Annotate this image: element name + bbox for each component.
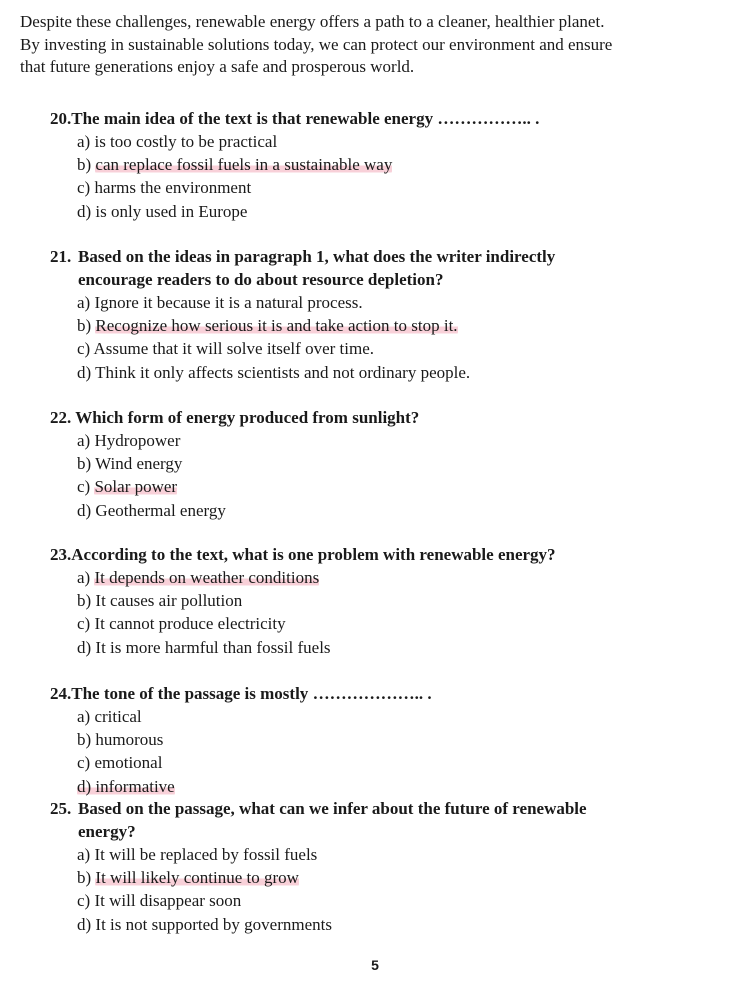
option-text: It is more harmful than fossil fuels <box>95 637 331 657</box>
option-letter: b) <box>77 730 92 750</box>
question-number: 23. <box>50 545 72 564</box>
option-d[interactable] <box>0 200 750 223</box>
option-letter: c) <box>77 178 91 198</box>
option-letter: b) <box>77 155 92 175</box>
option-letter: c) <box>77 614 91 634</box>
option-letter: b) <box>77 868 92 888</box>
question-stem <box>0 406 700 429</box>
option-text: It will be replaced by fossil fuels <box>94 845 318 864</box>
option-d[interactable] <box>0 636 750 659</box>
option-text: It causes air pollution <box>95 591 243 611</box>
option-letter: d) <box>77 637 92 657</box>
highlighted-answer: It depends on weather conditions <box>94 568 320 587</box>
option-c[interactable] <box>0 889 750 912</box>
option-a[interactable] <box>0 843 750 866</box>
option-d[interactable] <box>0 499 750 522</box>
option-text: It will disappear soon <box>94 891 242 911</box>
intro-paragraph <box>20 11 735 79</box>
option-a[interactable] <box>0 566 750 589</box>
option-text: Wind energy <box>95 454 183 474</box>
question-text-line1: Based on the ideas in paragraph 1, what does the writer indirectly <box>78 247 556 266</box>
answer-blank: …………….. . <box>437 109 540 128</box>
question-stem <box>0 682 700 705</box>
option-list <box>0 130 750 223</box>
option-text: It is not supported by governments <box>95 914 332 934</box>
question-stem <box>0 543 700 566</box>
option-b[interactable] <box>0 866 750 889</box>
option-letter: b) <box>77 591 92 611</box>
intro-line: By investing in sustainable solutions today, we can protect our environment and ensure <box>20 34 613 54</box>
question-21 <box>0 245 750 384</box>
option-list <box>0 705 750 798</box>
option-letter: a) <box>77 845 91 864</box>
option-c[interactable] <box>0 612 750 635</box>
option-a[interactable] <box>0 291 750 314</box>
option-d[interactable] <box>0 913 750 936</box>
question-text: The main idea of the text is that renewable energy <box>71 109 434 128</box>
intro-line: that future generations enjoy a safe and prosperous world. <box>20 57 415 76</box>
option-letter: a) <box>77 707 91 726</box>
option-letter: c) <box>77 891 91 911</box>
question-stem <box>0 797 700 843</box>
question-24 <box>0 682 750 798</box>
option-letter: c) <box>77 339 91 359</box>
option-text: is too costly to be practical <box>94 132 278 151</box>
question-stem <box>0 107 700 130</box>
option-text: is only used in Europe <box>95 201 248 221</box>
option-c[interactable] <box>0 751 750 774</box>
question-text: Which form of energy produced from sunlight? <box>75 408 420 427</box>
question-23 <box>0 543 750 659</box>
highlighted-answer: Recognize how serious it is and take action to stop it. <box>95 316 458 336</box>
option-text: critical <box>94 707 142 726</box>
question-number: 22. <box>50 408 72 427</box>
option-a[interactable] <box>0 705 750 728</box>
question-number: 20. <box>50 109 72 128</box>
option-c[interactable] <box>0 176 750 199</box>
option-letter: d) <box>77 776 92 796</box>
intro-line: Despite these challenges, renewable energy offers a path to a cleaner, healthier planet. <box>20 12 605 31</box>
option-list <box>0 291 750 384</box>
option-text: Geothermal energy <box>95 500 226 520</box>
option-b[interactable] <box>0 589 750 612</box>
option-list <box>0 843 750 936</box>
question-stem <box>0 245 700 291</box>
option-letter: c) <box>77 753 91 773</box>
option-b[interactable] <box>0 153 750 176</box>
option-text: Think it only affects scientists and not ordinary people. <box>95 362 471 382</box>
option-letter: a) <box>77 132 91 151</box>
option-c[interactable] <box>0 337 750 360</box>
option-list <box>0 566 750 659</box>
option-letter: d) <box>77 362 92 382</box>
option-a[interactable] <box>0 429 750 452</box>
question-number: 24. <box>50 684 72 703</box>
option-letter: b) <box>77 316 92 336</box>
option-list <box>0 429 750 522</box>
option-text: informative <box>95 776 175 796</box>
question-number: 25. <box>50 799 72 818</box>
question-22 <box>0 406 750 522</box>
option-text: Hydropower <box>94 431 181 450</box>
question-text-line2: energy? <box>78 822 136 841</box>
question-text: According to the text, what is one problem with renewable energy? <box>71 545 556 564</box>
option-b[interactable] <box>0 452 750 475</box>
question-text-line1: Based on the passage, what can we infer about the future of renewable <box>78 799 587 818</box>
option-text: harms the environment <box>94 178 252 198</box>
option-a[interactable] <box>0 130 750 153</box>
highlighted-answer <box>77 777 175 796</box>
option-text: Ignore it because it is a natural process. <box>94 293 363 312</box>
question-25 <box>0 797 750 936</box>
question-20 <box>0 107 750 223</box>
answer-blank: ……………….. . <box>312 684 432 703</box>
question-text: The tone of the passage is mostly <box>71 684 309 703</box>
option-letter: b) <box>77 454 92 474</box>
option-letter: d) <box>77 914 92 934</box>
page-number: 5 <box>371 957 379 973</box>
question-number: 21. <box>50 247 72 266</box>
option-c[interactable] <box>0 475 750 498</box>
option-b[interactable] <box>0 314 750 337</box>
option-text: humorous <box>95 730 164 750</box>
question-text-line2: encourage readers to do about resource depletion? <box>78 270 444 289</box>
highlighted-answer: It will likely continue to grow <box>95 868 299 888</box>
option-text: emotional <box>94 753 163 773</box>
option-letter: a) <box>77 568 91 587</box>
option-letter: a) <box>77 431 91 450</box>
highlighted-answer: can replace fossil fuels in a sustainable way <box>95 155 393 175</box>
option-letter: c) <box>77 477 91 497</box>
option-d[interactable] <box>0 361 750 384</box>
option-b[interactable] <box>0 728 750 751</box>
option-letter: a) <box>77 293 91 312</box>
highlighted-answer: Solar power <box>94 477 178 497</box>
option-letter: d) <box>77 201 92 221</box>
option-letter: d) <box>77 500 92 520</box>
option-d[interactable] <box>0 775 750 798</box>
option-text: It cannot produce electricity <box>94 614 286 634</box>
option-text: Assume that it will solve itself over time. <box>93 339 374 359</box>
